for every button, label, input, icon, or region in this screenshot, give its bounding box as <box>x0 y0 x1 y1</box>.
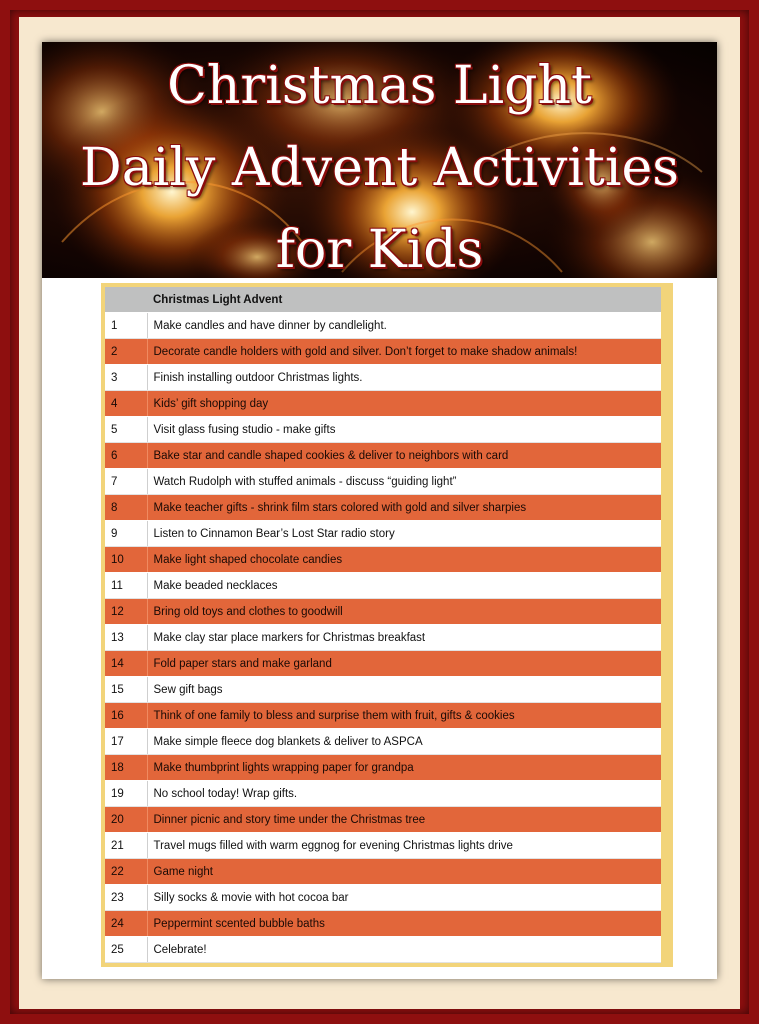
activity-cell: Make simple fleece dog blankets & deliver to ASPCA <box>147 729 661 755</box>
table-row <box>105 937 661 963</box>
activity-cell: Make beaded necklaces <box>147 573 661 599</box>
activity-cell: Travel mugs filled with warm eggnog for evening Christmas lights drive <box>147 833 661 859</box>
day-number-cell: 13 <box>105 625 147 651</box>
activity-cell: Think of one family to bless and surprise them with fruit, gifts & cookies <box>147 703 661 729</box>
day-number-cell: 24 <box>105 911 147 937</box>
table-row <box>105 729 661 755</box>
table-row <box>105 417 661 443</box>
day-number-cell: 19 <box>105 781 147 807</box>
activity-cell: Make clay star place markers for Christmas breakfast <box>147 625 661 651</box>
activity-cell: Peppermint scented bubble baths <box>147 911 661 937</box>
table-header-row <box>105 287 661 313</box>
table-row <box>105 469 661 495</box>
day-number-cell: 17 <box>105 729 147 755</box>
table-row <box>105 859 661 885</box>
activity-cell: Fold paper stars and make garland <box>147 651 661 677</box>
table-row <box>105 339 661 365</box>
day-number-cell: 4 <box>105 391 147 417</box>
table-body <box>105 313 661 963</box>
activity-cell: Bring old toys and clothes to goodwill <box>147 599 661 625</box>
table-row <box>105 313 661 339</box>
activity-cell: Dinner picnic and story time under the Christmas tree <box>147 807 661 833</box>
table-row <box>105 833 661 859</box>
day-number-cell: 21 <box>105 833 147 859</box>
table-row <box>105 495 661 521</box>
activity-cell: Silly socks & movie with hot cocoa bar <box>147 885 661 911</box>
activity-cell: Make candles and have dinner by candlelight. <box>147 313 661 339</box>
day-number-cell: 18 <box>105 755 147 781</box>
day-number-cell: 25 <box>105 937 147 963</box>
day-number-cell: 20 <box>105 807 147 833</box>
day-number-cell: 9 <box>105 521 147 547</box>
title-line-1: Christmas Light <box>167 56 592 116</box>
advent-table-frame <box>101 283 673 967</box>
table-row <box>105 807 661 833</box>
table-row <box>105 781 661 807</box>
table-row <box>105 573 661 599</box>
day-number-cell: 11 <box>105 573 147 599</box>
activity-cell: Watch Rudolph with stuffed animals - discuss “guiding light” <box>147 469 661 495</box>
table-row <box>105 521 661 547</box>
activity-cell: Make thumbprint lights wrapping paper for grandpa <box>147 755 661 781</box>
table-row <box>105 547 661 573</box>
day-number-cell: 15 <box>105 677 147 703</box>
table-row <box>105 365 661 391</box>
activity-cell: Bake star and candle shaped cookies & deliver to neighbors with card <box>147 443 661 469</box>
table-row <box>105 599 661 625</box>
table-row <box>105 677 661 703</box>
day-number-cell: 22 <box>105 859 147 885</box>
activity-cell: Game night <box>147 859 661 885</box>
table-row <box>105 391 661 417</box>
header-day-cell <box>105 287 147 313</box>
activity-cell: Finish installing outdoor Christmas lights. <box>147 365 661 391</box>
table-row <box>105 703 661 729</box>
table-row <box>105 443 661 469</box>
title-line-3: for Kids <box>275 220 484 278</box>
activity-cell: Visit glass fusing studio - make gifts <box>147 417 661 443</box>
table-row <box>105 651 661 677</box>
candle-banner <box>42 42 717 278</box>
table-row <box>105 911 661 937</box>
day-number-cell: 10 <box>105 547 147 573</box>
day-number-cell: 7 <box>105 469 147 495</box>
day-number-cell: 6 <box>105 443 147 469</box>
title-line-2: Daily Advent Activities <box>80 138 679 198</box>
header-title-cell: Christmas Light Advent <box>147 287 661 313</box>
advent-table <box>105 287 661 963</box>
table-row <box>105 625 661 651</box>
day-number-cell: 2 <box>105 339 147 365</box>
day-number-cell: 14 <box>105 651 147 677</box>
activity-cell: Make teacher gifts - shrink film stars colored with gold and silver sharpies <box>147 495 661 521</box>
day-number-cell: 5 <box>105 417 147 443</box>
activity-cell: Listen to Cinnamon Bear’s Lost Star radio story <box>147 521 661 547</box>
day-number-cell: 23 <box>105 885 147 911</box>
table-row <box>105 885 661 911</box>
activity-cell: Kids’ gift shopping day <box>147 391 661 417</box>
day-number-cell: 16 <box>105 703 147 729</box>
activity-cell: No school today! Wrap gifts. <box>147 781 661 807</box>
activity-cell: Sew gift bags <box>147 677 661 703</box>
activity-cell: Decorate candle holders with gold and silver. Don’t forget to make shadow animals! <box>147 339 661 365</box>
day-number-cell: 3 <box>105 365 147 391</box>
day-number-cell: 1 <box>105 313 147 339</box>
table-row <box>105 755 661 781</box>
poster <box>42 42 717 979</box>
activity-cell: Celebrate! <box>147 937 661 963</box>
activity-cell: Make light shaped chocolate candies <box>147 547 661 573</box>
day-number-cell: 12 <box>105 599 147 625</box>
day-number-cell: 8 <box>105 495 147 521</box>
